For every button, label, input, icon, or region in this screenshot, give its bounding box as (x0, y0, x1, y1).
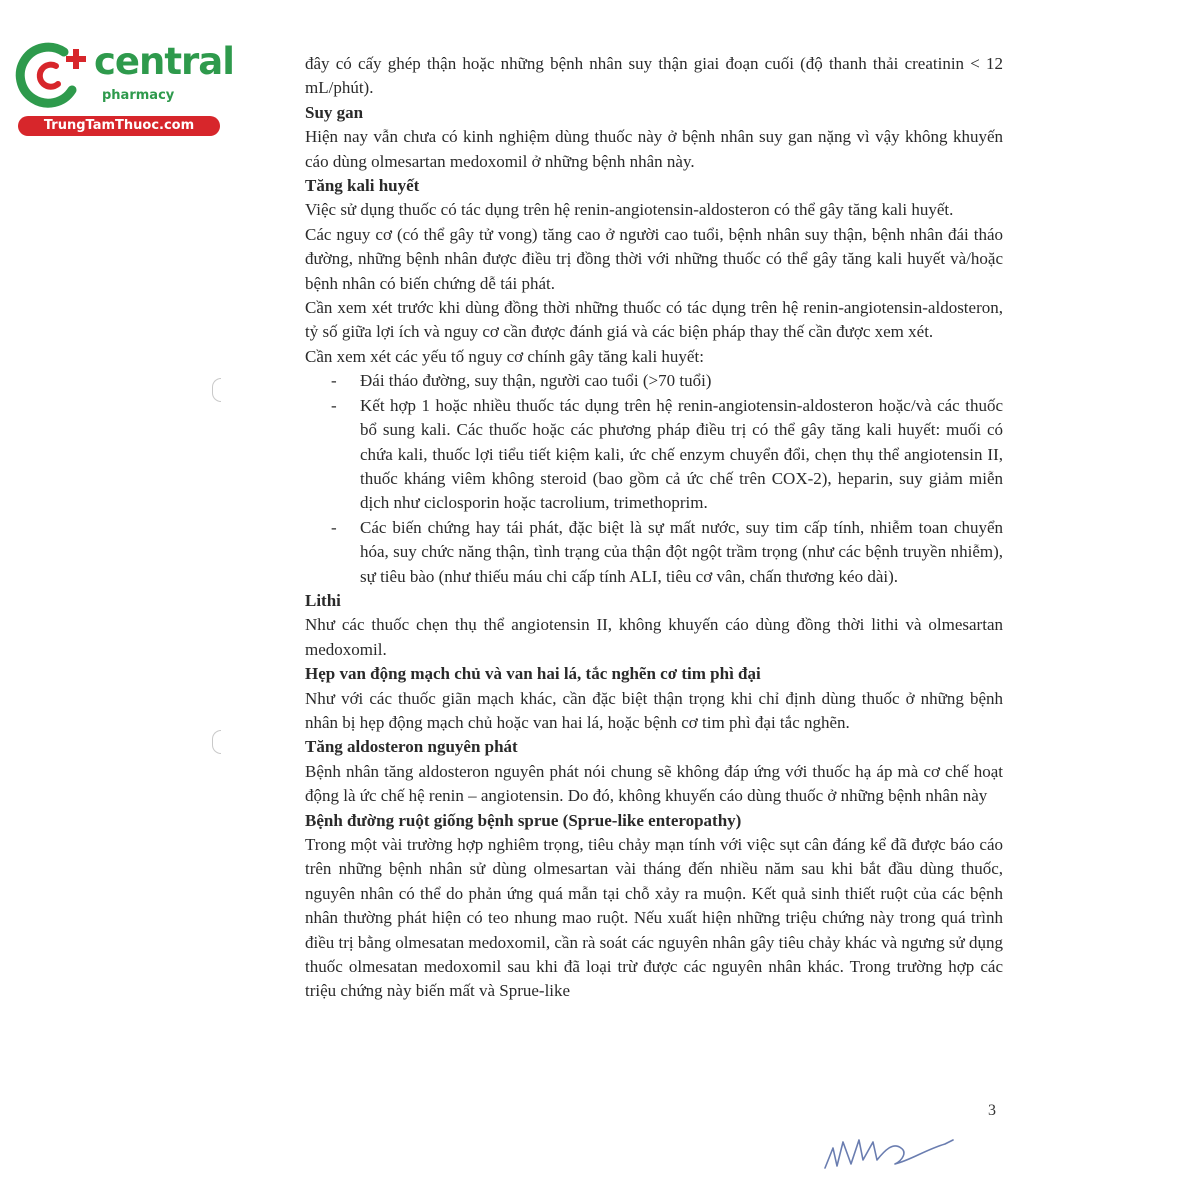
valve-stenosis-paragraph: Như với các thuốc giãn mạch khác, cần đặc biệt thận trọng khi chỉ định dùng thuốc ở những bệnh nhân bị hẹp động mạch chủ hoặc van hai lá, hoặc bệnh cơ tim phì đại tắc nghẽn. (305, 688, 1003, 732)
section-title-aldosteronism: Tăng aldosteron nguyên phát (305, 737, 518, 757)
hyperkalemia-paragraph-2: Các nguy cơ (có thể gây tử vong) tăng cao ở người cao tuổi, bệnh nhân suy thận, bệnh nhân đái tháo đường, những bệnh nhân được điều trị đồng thời với những thuốc có thể gây tăng kali huyết và/hoặc bệnh nhân có biến chứng dễ tái phát. (305, 224, 1003, 293)
list-item-text: Kết hợp 1 hoặc nhiều thuốc tác dụng trên hệ renin-angiotensin-aldosteron hoặc/và các thuốc bổ sung kali. Các thuốc hoặc các phương pháp điều trị có thể gây tăng kali huyết: muối có chứa kali, thuốc lợi tiểu tiết kiệm kali, ức chế enzym chuyển đổi, chẹn thụ thể angiotensin II, thuốc kháng viêm không steroid (bao gồm cả ức chế trên COX-2), heparin, suy giảm miễn dịch như ciclosporin hoặc tacrolium, trimethoprim. (360, 395, 1003, 513)
section-title-valve-stenosis: Hẹp van động mạch chủ và van hai lá, tắc nghẽn cơ tim phì đại (305, 664, 761, 684)
page-number: 3 (988, 1102, 996, 1119)
aldosteronism-paragraph: Bệnh nhân tăng aldosteron nguyên phát nói chung sẽ không đáp ứng với thuốc hạ áp mà cơ chế hoạt động là ức chế hệ renin – angiotensin. Do đó, không khuyến cáo dùng thuốc ở những bệnh nhân này (305, 761, 1003, 806)
signature-mark (815, 1120, 965, 1180)
scan-mark (212, 378, 221, 402)
risk-factor-list (305, 369, 1003, 589)
scan-mark (212, 730, 221, 754)
section-title-hyperkalemia: Tăng kali huyết (305, 176, 420, 196)
section-title-lithium: Lithi (305, 590, 341, 610)
list-dash: - (331, 371, 337, 391)
brand-url[interactable]: TrungTamThuoc.com (18, 116, 220, 136)
brand-name: central (94, 40, 234, 83)
pharmacy-logo-icon (12, 38, 90, 112)
brand-subtitle: pharmacy (102, 88, 175, 103)
list-dash: - (331, 517, 337, 537)
list-item (305, 369, 1003, 393)
intro-paragraph: đây có cấy ghép thận hoặc những bệnh nhân suy thận giai đoạn cuối (độ thanh thải creatinin < 12 mL/phút). (305, 54, 1003, 98)
list-item (305, 394, 1003, 516)
section-title-liver: Suy gan (305, 102, 364, 122)
liver-paragraph: Hiện nay vẫn chưa có kinh nghiệm dùng thuốc này ở bệnh nhân suy gan nặng vì vậy không khuyến cáo dùng olmesartan medoxomil ở những bệnh nhân này. (305, 127, 1003, 171)
sprue-paragraph: Trong một vài trường hợp nghiêm trọng, tiêu chảy mạn tính với việc sụt cân đáng kể đã được báo cáo trên những bệnh nhân sử dùng olmesartan vài tháng đến nhiều năm sau khi bắt đầu dùng thuốc, nguyên nhân có thể do phản ứng quá mẫn tại chỗ xảy ra muộn. Kết quả sinh thiết ruột của các bệnh nhân thường phát hiện có teo nhung mao ruột. Nếu xuất hiện những triệu chứng này trong quá trình điều trị bằng olmesatan medoxomil, cần rà soát các nguyên nhân gây tiêu chảy khác và ngưng sử dụng thuốc olmesatan medoxomil sau khi đã loại trừ được các nguyên nhân khác. Trong trường hợp các triệu chứng này biến mất và Sprue-like (305, 835, 1003, 1001)
brand-logo[interactable] (12, 36, 234, 136)
lithium-paragraph: Như các thuốc chẹn thụ thể angiotensin II, không khuyến cáo dùng đồng thời lithi và olmesartan medoxomil. (305, 615, 1003, 659)
document-body (305, 52, 1003, 1004)
hyperkalemia-paragraph-1: Việc sử dụng thuốc có tác dụng trên hệ renin-angiotensin-aldosteron có thể gây tăng kali huyết. (305, 200, 954, 220)
section-title-sprue: Bệnh đường ruột giống bệnh sprue (Sprue-like enteropathy) (305, 810, 742, 830)
list-item (305, 516, 1003, 589)
hyperkalemia-paragraph-3: Cần xem xét trước khi dùng đồng thời những thuốc có tác dụng trên hệ renin-angiotensin-aldosteron, tỷ số giữa lợi ích và nguy cơ cần được đánh giá và các biện pháp thay thế cần được xem xét. (305, 298, 1003, 342)
list-item-text: Đái tháo đường, suy thận, người cao tuổi (>70 tuổi) (360, 371, 712, 391)
hyperkalemia-paragraph-4: Cần xem xét các yếu tố nguy cơ chính gây tăng kali huyết: (305, 346, 704, 366)
list-dash: - (331, 395, 337, 415)
list-item-text: Các biến chứng hay tái phát, đặc biệt là sự mất nước, suy tim cấp tính, nhiễm toan chuyển hóa, suy chức năng thận, tình trạng của thận đột ngột trầm trọng (như các bệnh truyền nhiễm), sự tiêu bào (như thiếu máu chi cấp tính ALI, tiêu cơ vân, chấn thương kéo dài). (360, 517, 1003, 586)
